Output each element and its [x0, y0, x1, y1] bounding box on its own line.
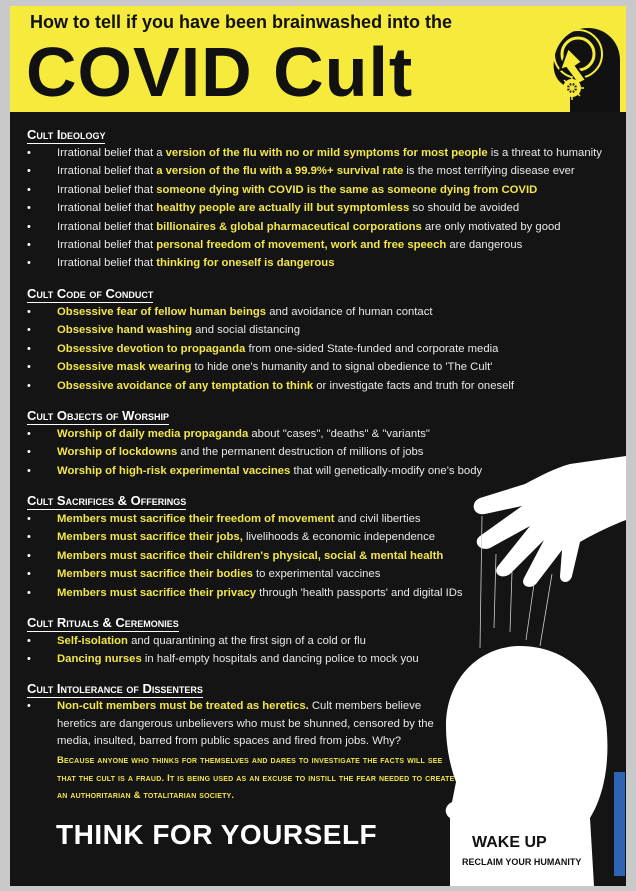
list-item: • Irrational belief that billionaires & global pharmaceutical corporations are only motivated by good — [10, 218, 602, 236]
dissent-caps-paragraph: Because anyone who thinks for themselves and dares to investigate the facts will see that the cult is a fraud. It is being used as an excuse to instill the fear needed to create an authoritarian & totalitarian society. — [57, 755, 455, 801]
section-heading-sacrifices: Cult Sacrifices & Offerings — [27, 493, 187, 508]
list-item: • Worship of lockdowns and the permanent destruction of millions of jobs — [10, 443, 482, 461]
dissent-paragraph: Non-cult members must be treated as heretics. Cult members believe heretics are dangerous unbelievers who must be shunned, censored by the media, insulted, barred from public spaces and fired from jobs. Why? — [57, 700, 434, 747]
section-heading-ideology: Cult Ideology — [27, 127, 106, 142]
list-item: • Obsessive mask wearing to hide one's humanity and to signal obedience to 'The Cult' — [10, 358, 514, 376]
list-item: • Members must sacrifice their freedom of movement and civil liberties — [10, 510, 463, 528]
list-item: • Irrational belief that thinking for oneself is dangerous — [10, 254, 602, 272]
list-item: • Obsessive avoidance of any temptation to think or investigate facts and truth for oneself — [10, 377, 514, 395]
poster-title: COVID Cult — [26, 33, 414, 111]
poster-subtitle: How to tell if you have been brainwashed into the — [30, 12, 453, 32]
list-item: • Members must sacrifice their children's physical, social & mental health — [10, 547, 463, 565]
side-stripe — [614, 772, 625, 876]
list-item: • Irrational belief that a version of the flu with a 99.9%+ survival rate is the most terrifying disease ever — [10, 162, 602, 180]
section-heading-rituals: Cult Rituals & Ceremonies — [27, 615, 179, 630]
list-item: • Irrational belief that someone dying with COVID is the same as someone dying from COVID — [10, 181, 602, 199]
content — [10, 6, 626, 886]
think-for-yourself-slogan: THINK FOR YOURSELF — [56, 819, 378, 850]
bullet: • — [27, 700, 31, 712]
rituals-list — [10, 632, 419, 669]
sacrifices-list — [10, 510, 463, 602]
list-item: • Obsessive fear of fellow human beings and avoidance of human contact — [10, 303, 514, 321]
worship-list — [10, 425, 482, 480]
list-item: • Irrational belief that personal freedom of movement, work and free speech are dangerous — [10, 236, 602, 254]
ideology-list — [10, 144, 602, 273]
list-item: • Members must sacrifice their jobs, livelihoods & economic independence — [10, 528, 463, 546]
conduct-list — [10, 303, 514, 395]
list-item: • Worship of daily media propaganda about "cases", "deaths" & "variants" — [10, 425, 482, 443]
section-heading-objects-of-worship: Cult Objects of Worship — [27, 408, 169, 423]
wake-up-slogan: WAKE UP — [472, 834, 547, 851]
section-heading-intolerance: Cult Intolerance of Dissenters — [27, 681, 203, 696]
list-item: • Worship of high-risk experimental vaccines that will genetically-modify one's body — [10, 462, 482, 480]
list-item: • Self-isolation and quarantining at the first sign of a cold or flu — [10, 632, 419, 650]
list-item: • Obsessive hand washing and social distancing — [10, 321, 514, 339]
list-item: • Members must sacrifice their privacy through 'health passports' and digital IDs — [10, 584, 463, 602]
reclaim-humanity-slogan: RECLAIM YOUR HUMANITY — [462, 857, 582, 867]
list-item: • Members must sacrifice their bodies to experimental vaccines — [10, 565, 463, 583]
list-item: • Obsessive devotion to propaganda from one-sided State-funded and corporate media — [10, 340, 514, 358]
list-item: • Irrational belief that healthy people are actually ill but symptomless so should be avoided — [10, 199, 602, 217]
list-item: • Irrational belief that a version of the flu with no or mild symptoms for most people is a threat to humanity — [10, 144, 602, 162]
list-item: • Dancing nurses in half-empty hospitals and dancing police to mock you — [10, 650, 419, 668]
poster — [10, 6, 626, 886]
section-heading-code-of-conduct: Cult Code of Conduct — [27, 286, 154, 301]
